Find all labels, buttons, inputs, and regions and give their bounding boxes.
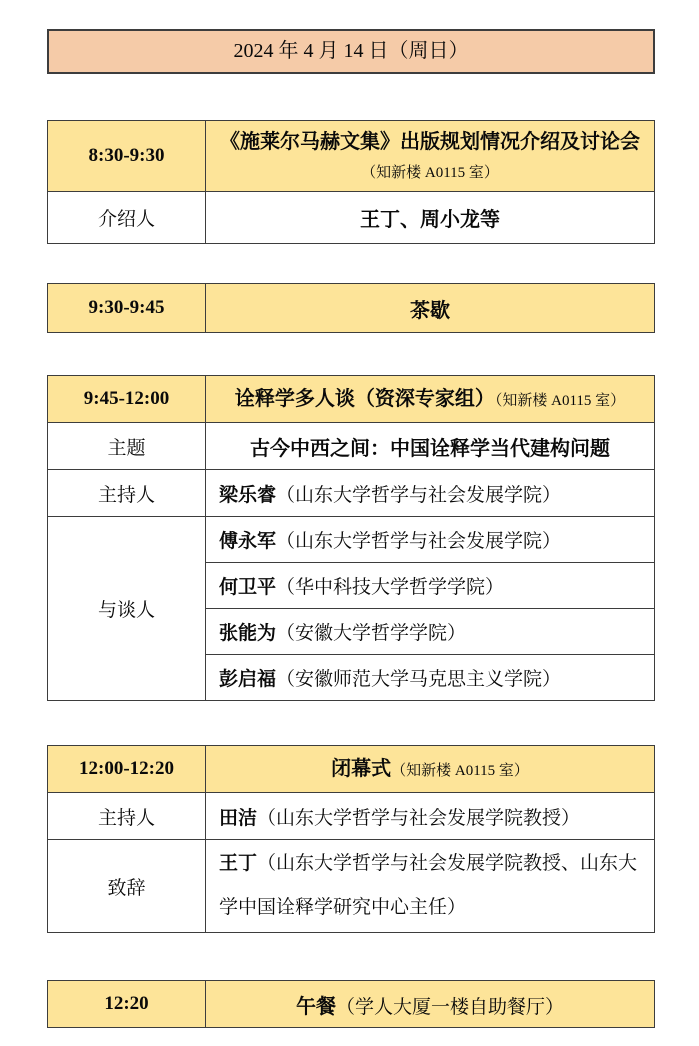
session1-presenter-row bbox=[48, 192, 655, 244]
session3-speech-label: 致辞 bbox=[48, 840, 206, 933]
panelist-name: 何卫平 bbox=[219, 577, 277, 598]
date-banner-text: 2024 年 4 月 14 日（周日） bbox=[233, 40, 469, 62]
session3-title-cell bbox=[206, 746, 655, 793]
session2-table bbox=[47, 375, 655, 701]
tea-break-title: 茶歇 bbox=[206, 284, 655, 333]
session3-location: （知新楼 A0115 室） bbox=[391, 762, 529, 779]
date-banner bbox=[47, 29, 655, 74]
session1-header-row bbox=[48, 121, 655, 192]
session3-table bbox=[47, 745, 655, 933]
session3-title: 闭幕式 bbox=[331, 757, 392, 780]
session2-title: 诠释学多人谈（资深专家组） bbox=[234, 387, 495, 410]
session2-host-affiliation: （山东大学哲学与社会发展学院） bbox=[276, 484, 562, 506]
panelist-affiliation: （山东大学哲学与社会发展学院） bbox=[276, 531, 562, 552]
session2-location: （知新楼 A0115 室） bbox=[494, 392, 626, 409]
session2-host-name: 梁乐睿 bbox=[219, 484, 277, 506]
session3-host-name: 田洁 bbox=[219, 807, 258, 829]
session3-host-affiliation: （山东大学哲学与社会发展学院教授） bbox=[257, 807, 581, 829]
session2-panelist-cell bbox=[206, 517, 655, 563]
session1-table bbox=[47, 120, 655, 244]
panelist-affiliation: （华中科技大学哲学学院） bbox=[276, 577, 505, 598]
session2-host-cell bbox=[206, 470, 655, 517]
lunch-location: （学人大厦一楼自助餐厅） bbox=[335, 996, 564, 1018]
session2-theme-value: 古今中西之间：中国诠释学当代建构问题 bbox=[206, 423, 655, 470]
session3-speech-name: 王丁 bbox=[219, 853, 258, 874]
lunch-row bbox=[48, 981, 655, 1028]
session2-theme-row bbox=[48, 423, 655, 470]
session2-panelist-cell bbox=[206, 655, 655, 701]
panelist-affiliation: （安徽大学哲学学院） bbox=[276, 623, 467, 644]
lunch-time: 12:20 bbox=[48, 981, 206, 1028]
panelist-affiliation: （安徽师范大学马克思主义学院） bbox=[276, 669, 562, 690]
session3-host-cell bbox=[206, 793, 655, 840]
panelist-name: 傅永军 bbox=[219, 531, 277, 552]
session3-time: 12:00-12:20 bbox=[48, 746, 206, 793]
session2-host-label: 主持人 bbox=[48, 470, 206, 517]
tea-break-time: 9:30-9:45 bbox=[48, 284, 206, 333]
session1-presenter-value: 王丁、周小龙等 bbox=[206, 192, 655, 244]
tea-break-table bbox=[47, 283, 655, 333]
session2-panelist-cell bbox=[206, 563, 655, 609]
panelist-name: 张能为 bbox=[219, 623, 277, 644]
session3-speech-affiliation: （山东大学哲学与社会发展学院教授、山东大学中国诠释学研究中心主任） bbox=[219, 853, 638, 918]
tea-break-row bbox=[48, 284, 655, 333]
session3-speech-row bbox=[48, 840, 655, 933]
session2-panel-label: 与谈人 bbox=[48, 517, 206, 701]
session2-theme-label: 主题 bbox=[48, 423, 206, 470]
lunch-table bbox=[47, 980, 655, 1028]
session1-presenter-label: 介绍人 bbox=[48, 192, 206, 244]
session2-panelist-row bbox=[48, 517, 655, 563]
session1-title-cell bbox=[206, 121, 655, 192]
session3-header-row bbox=[48, 746, 655, 793]
session3-host-row bbox=[48, 793, 655, 840]
session1-location: （知新楼 A0115 室） bbox=[361, 165, 499, 181]
session3-speech-cell bbox=[206, 840, 655, 933]
session2-panelist-cell bbox=[206, 609, 655, 655]
session2-time: 9:45-12:00 bbox=[48, 376, 206, 423]
session1-time: 8:30-9:30 bbox=[48, 121, 206, 192]
session2-title-cell bbox=[206, 376, 655, 423]
panelist-name: 彭启福 bbox=[219, 669, 277, 690]
session3-host-label: 主持人 bbox=[48, 793, 206, 840]
session1-title: 《施莱尔马赫文集》出版规划情况介绍及讨论会 bbox=[220, 131, 640, 153]
session2-header-row bbox=[48, 376, 655, 423]
lunch-title: 午餐 bbox=[295, 995, 336, 1018]
lunch-title-cell bbox=[206, 981, 655, 1028]
session2-host-row bbox=[48, 470, 655, 517]
